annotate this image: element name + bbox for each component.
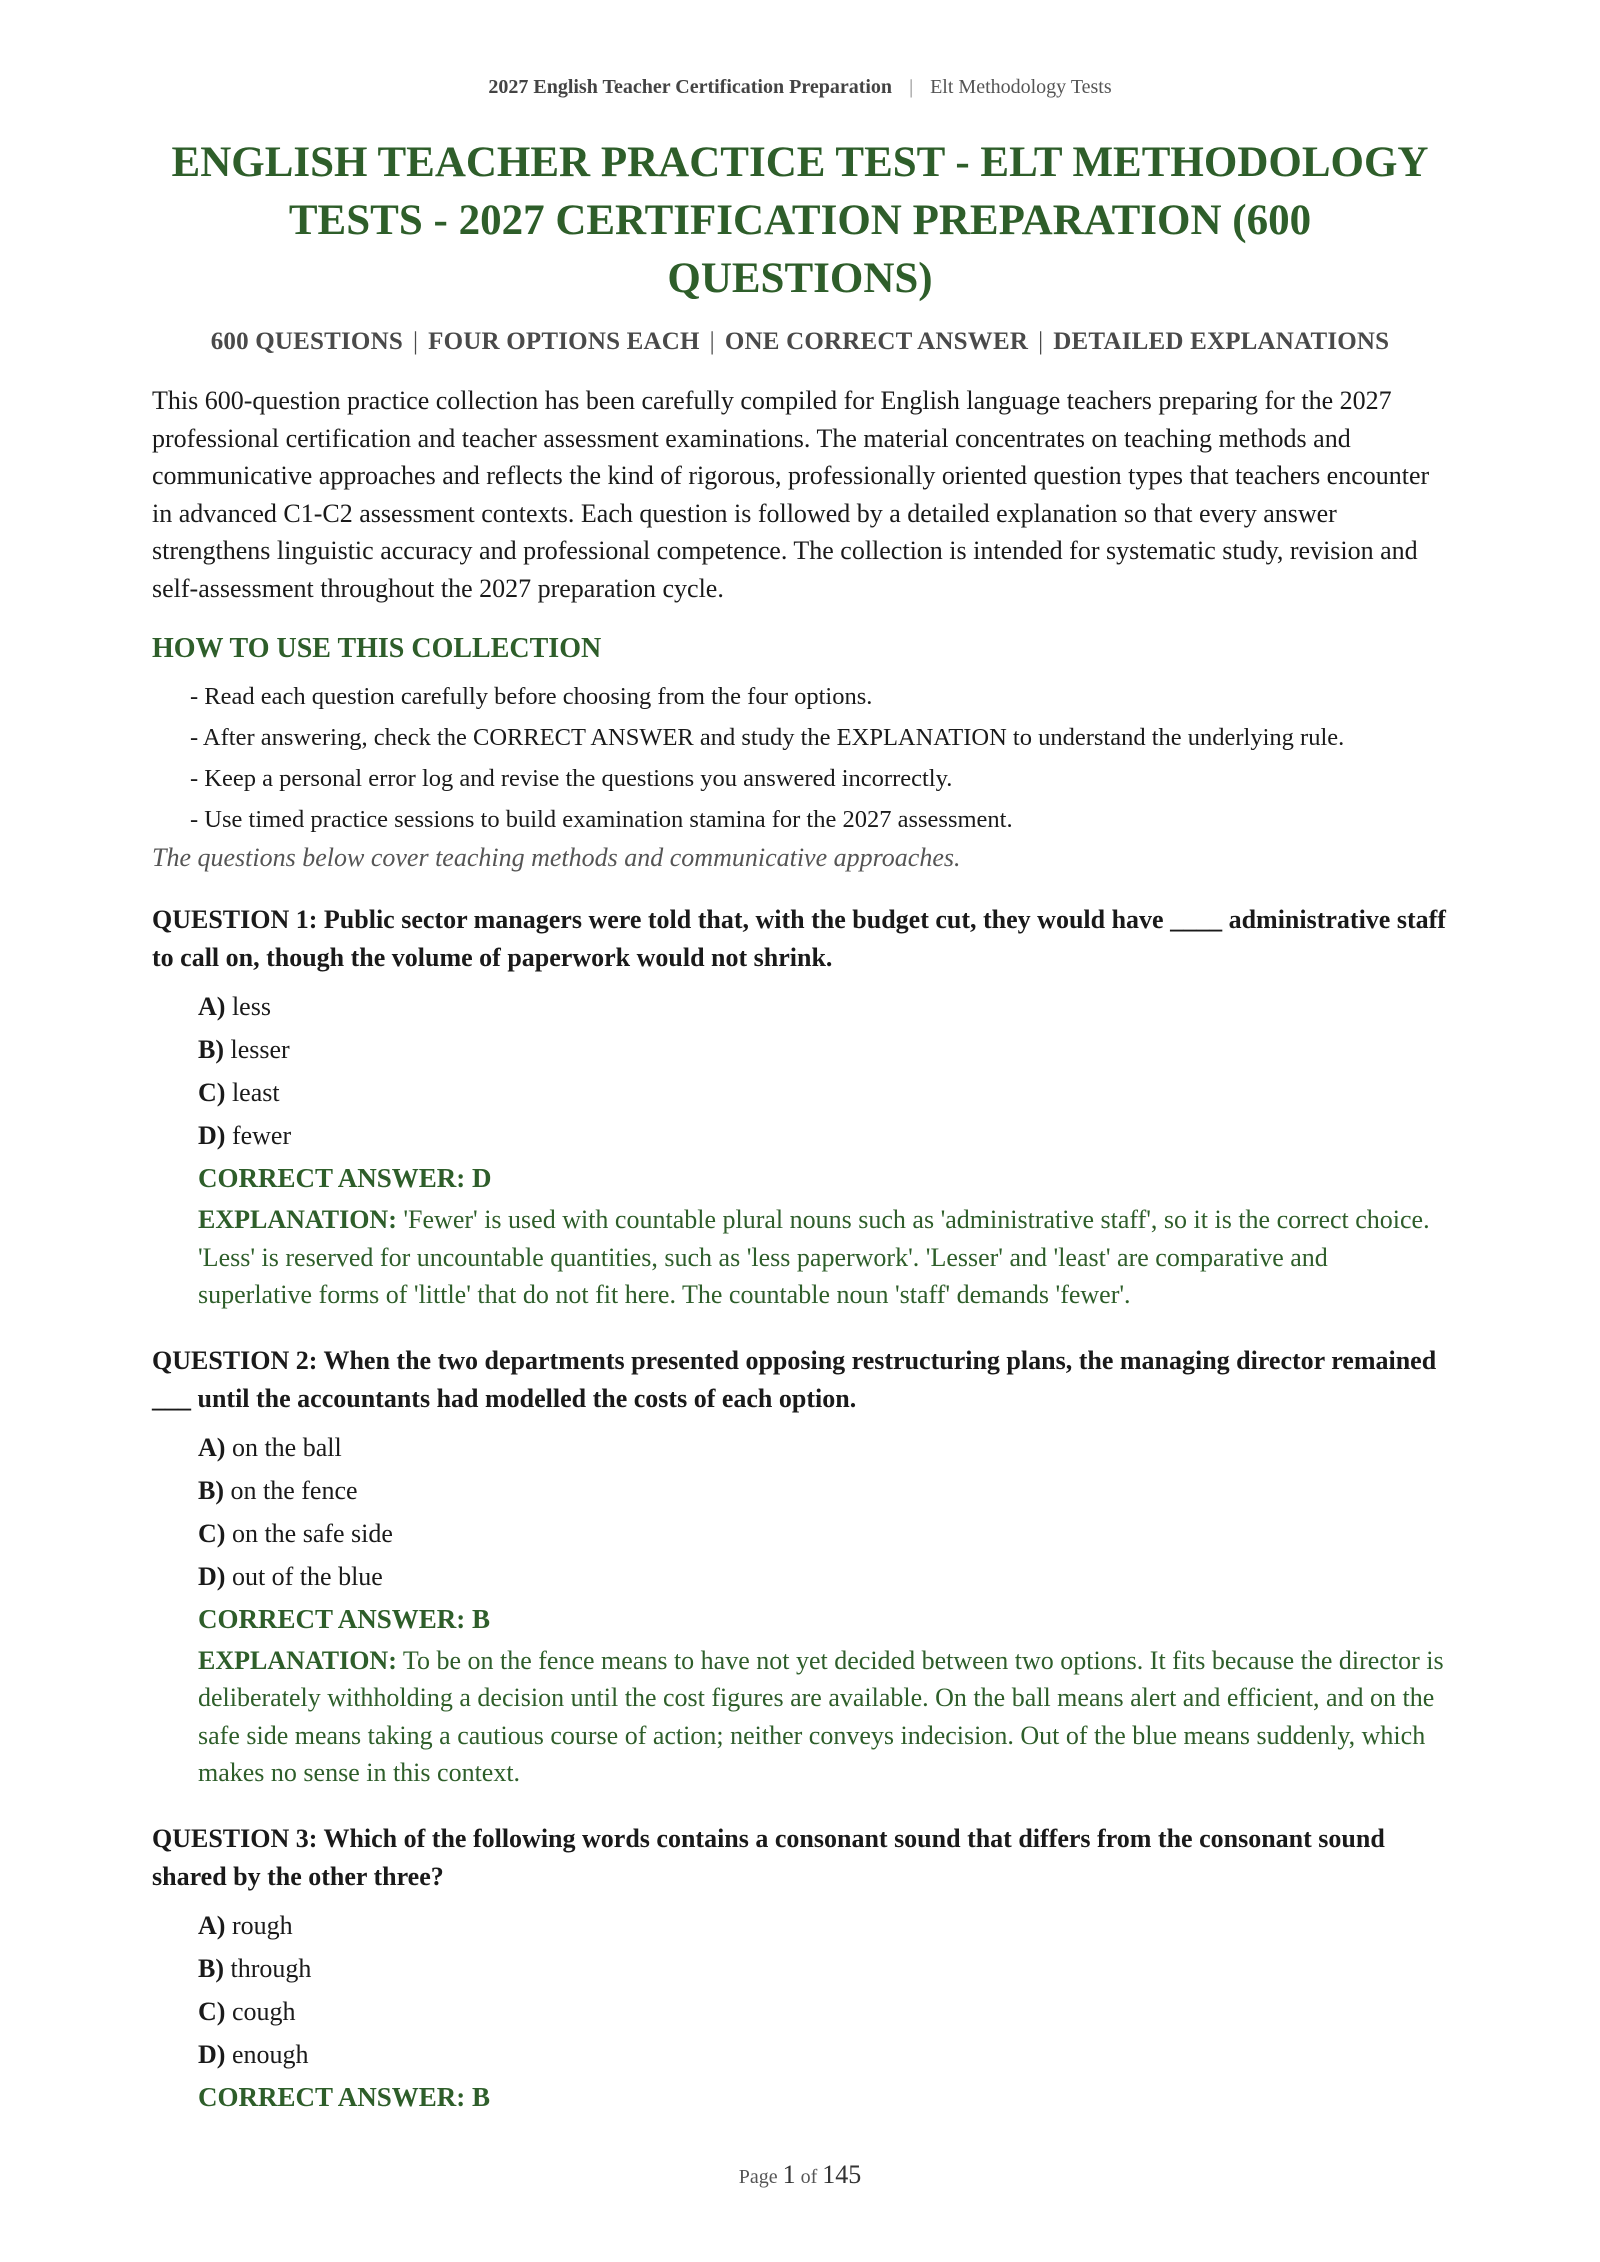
list-item: - Keep a personal error log and revise the questions you answered incorrectly. bbox=[190, 765, 953, 792]
subtitle-item: 600 QUESTIONS bbox=[210, 328, 403, 355]
header-left: 2027 English Teacher Certification Preparation bbox=[488, 76, 893, 98]
page-footer bbox=[0, 2160, 1600, 2190]
option-b: B) lesser bbox=[198, 1035, 290, 1064]
option-a: A) on the ball bbox=[198, 1432, 342, 1462]
list-item: - Use timed practice sessions to build examination stamina for the 2027 assessment. bbox=[190, 806, 1013, 833]
option-c: C) least bbox=[198, 1078, 280, 1107]
question-2 bbox=[152, 1342, 1448, 1792]
intro-paragraph: This 600-question practice collection has been carefully compiled for English language teachers preparing for the 2027 professional certification and teacher assessment examinations. The material concentrates on teaching methods and communicative approaches and reflects the kind of rigorous, professionally oriented question types that teachers encounter in advanced C1-C2 assessment contexts. Each question is followed by a detailed explanation so that every answer strengthens linguistic accuracy and professional competence. The collection is intended for systematic study, revision and self-assessment throughout the 2027 preparation cycle. bbox=[152, 386, 1430, 603]
correct-answer: CORRECT ANSWER: D bbox=[198, 1163, 492, 1193]
how-to-heading: HOW TO USE THIS COLLECTION bbox=[152, 633, 602, 664]
option-list bbox=[198, 985, 1448, 1157]
document-title: ENGLISH TEACHER PRACTICE TEST - ELT METHODOLOGY TESTS - 2027 CERTIFICATION PREPARATION (600 QUESTIONS) bbox=[171, 139, 1429, 302]
correct-answer: CORRECT ANSWER: B bbox=[198, 1603, 491, 1634]
correct-answer: CORRECT ANSWER: B bbox=[198, 2081, 491, 2112]
explanation: EXPLANATION: 'Fewer' is used with countable plural nouns such as 'administrative staff', so it is the correct choice. 'Less' is reserved for uncountable quantities, such as 'less paperwork'. 'Lesser' and 'least' are comparative and superlative forms of 'little' that do not fit here. The countable noun 'staff' demands 'fewer'. bbox=[198, 1205, 1430, 1309]
header-separator: | bbox=[909, 76, 914, 98]
explanation: EXPLANATION: To be on the fence means to have not yet decided between two options. It fits because the director is deliberately withholding a decision until the cost figures are available. On the ball means alert and efficient, and on the safe side means taking a cautious course of action; neither conveys indecision. Out of the blue means suddenly, which makes no sense in this context. bbox=[198, 1645, 1444, 1787]
document-subtitle: 600 QUESTIONS | FOUR OPTIONS EACH | ONE CORRECT ANSWER | DETAILED EXPLANATIONS bbox=[210, 328, 1390, 355]
page-of-label: of bbox=[800, 2166, 818, 2188]
option-c: C) on the safe side bbox=[198, 1518, 393, 1548]
option-d: D) out of the blue bbox=[198, 1561, 383, 1591]
subtitle-item: FOUR OPTIONS EACH bbox=[428, 328, 700, 355]
option-list bbox=[198, 1904, 1448, 2076]
option-b: B) through bbox=[198, 1953, 312, 1983]
option-a: A) rough bbox=[198, 1910, 293, 1940]
list-item: - Read each question carefully before choosing from the four options. bbox=[190, 683, 873, 710]
question-3 bbox=[152, 1820, 1448, 2118]
page-label: Page bbox=[738, 2166, 778, 2188]
subtitle-item: DETAILED EXPLANATIONS bbox=[1053, 328, 1390, 355]
question-text: QUESTION 2: When the two departments presented opposing restructuring plans, the managing director remained ___ until the accountants had modelled the costs of each option. bbox=[152, 1345, 1437, 1413]
page-total: 145 bbox=[822, 2160, 862, 2189]
option-d: D) fewer bbox=[198, 1121, 292, 1150]
question-text: QUESTION 1: Public sector managers were told that, with the budget cut, they would have ____ administrative staff to call on, though the volume of paperwork would not shrink. bbox=[152, 905, 1446, 972]
option-b: B) on the fence bbox=[198, 1475, 358, 1505]
option-d: D) enough bbox=[198, 2039, 309, 2069]
coverage-note: The questions below cover teaching methods and communicative approaches. bbox=[152, 843, 961, 872]
option-a: A) less bbox=[198, 992, 271, 1021]
option-list bbox=[198, 1426, 1448, 1598]
header-right: Elt Methodology Tests bbox=[930, 76, 1112, 98]
how-to-list bbox=[190, 679, 1448, 837]
list-item: - After answering, check the CORRECT ANSWER and study the EXPLANATION to understand the underlying rule. bbox=[190, 724, 1345, 751]
running-header bbox=[152, 0, 1448, 106]
option-c: C) cough bbox=[198, 1996, 296, 2026]
subtitle-item: ONE CORRECT ANSWER bbox=[724, 328, 1029, 355]
question-text: QUESTION 3: Which of the following words contains a consonant sound that differs from the consonant sound shared by the other three? bbox=[152, 1823, 1385, 1891]
question-1 bbox=[152, 901, 1448, 1314]
page-number: 1 bbox=[782, 2160, 796, 2189]
